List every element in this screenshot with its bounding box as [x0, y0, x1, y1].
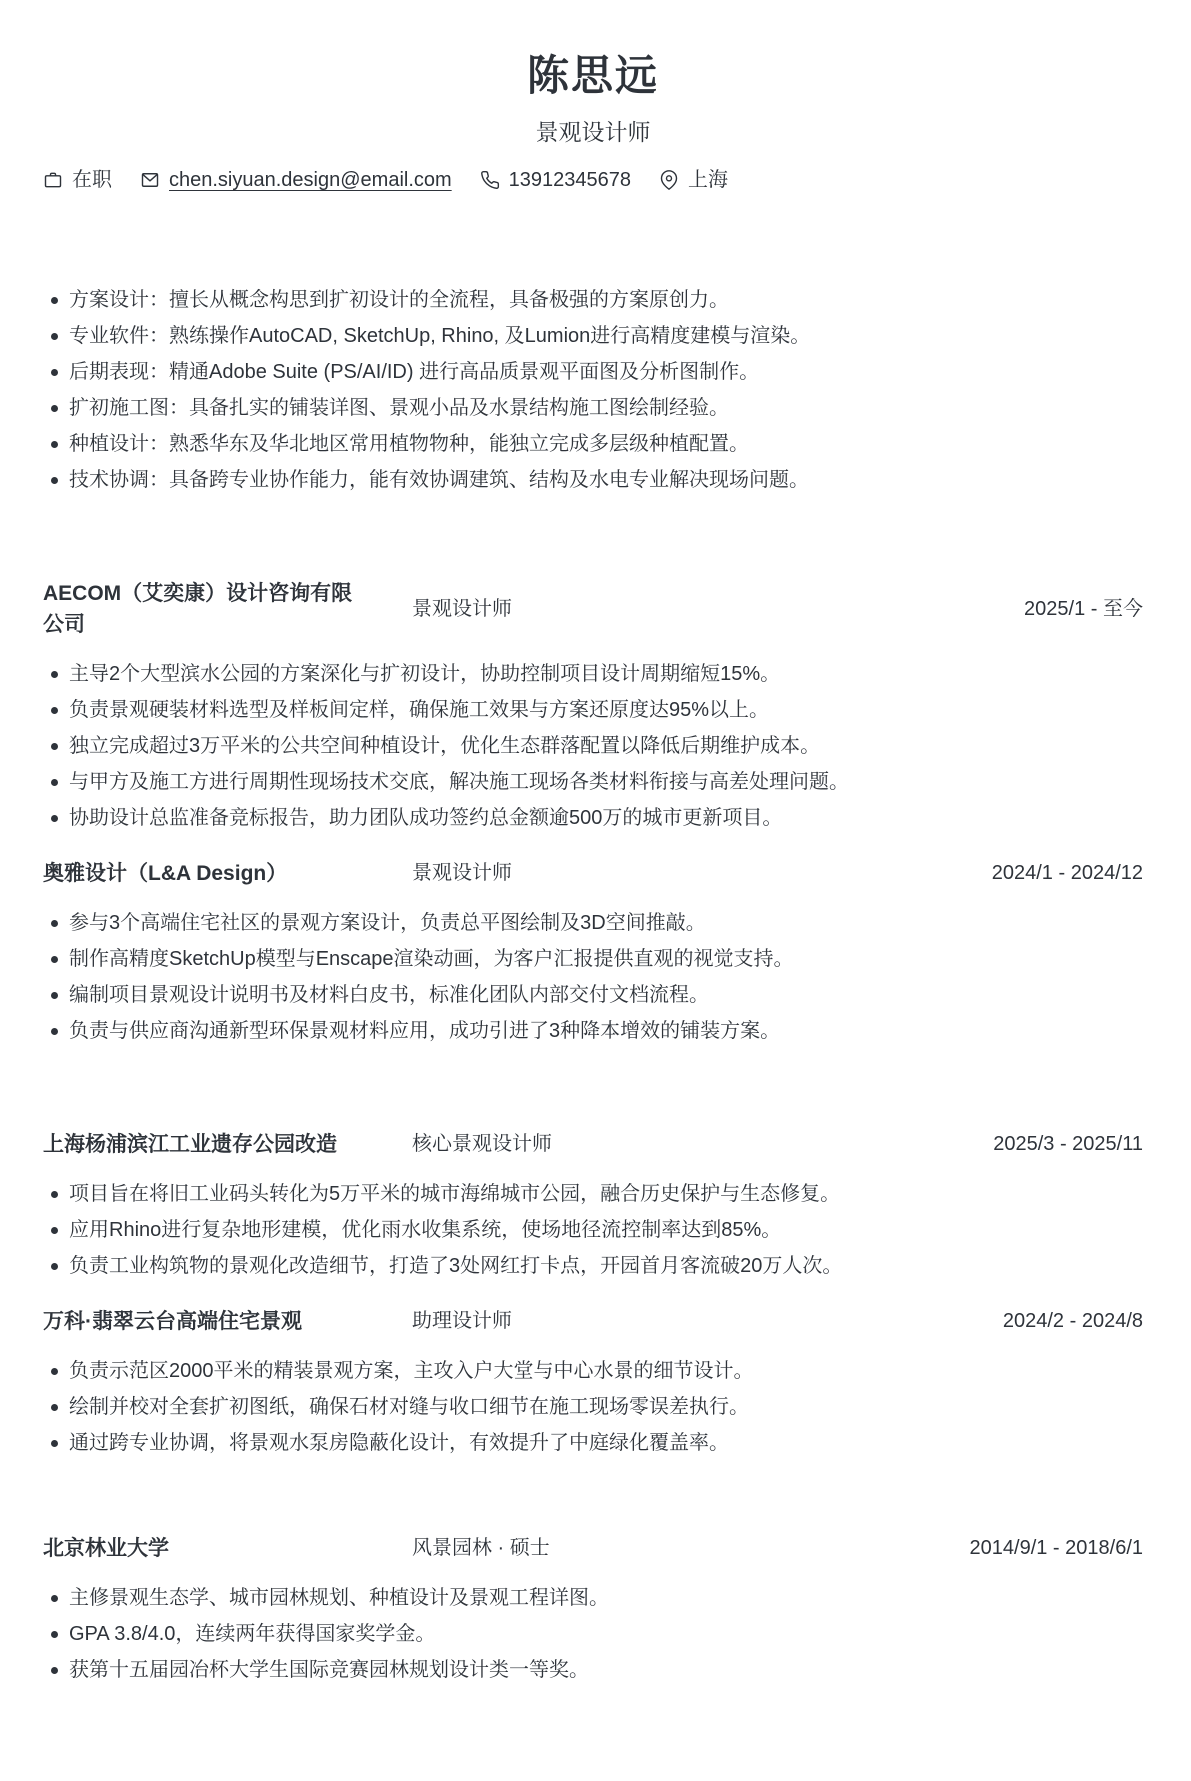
bullet-item: 扩初施工图：具备扎实的铺装详图、景观小品及水景结构施工图绘制经验。	[43, 390, 1143, 426]
date-range: 2025/1 - 至今	[1024, 597, 1143, 620]
project-name: 万科·翡翠云台高端住宅景观	[43, 1310, 302, 1333]
project-entry	[43, 1306, 1143, 1461]
company-name: AECOM（艾奕康）设计咨询有限公司	[43, 582, 353, 636]
entry-bullets	[43, 1353, 1143, 1461]
project-name: 上海杨浦滨江工业遗存公园改造	[43, 1133, 337, 1156]
projects-section	[43, 1129, 1143, 1461]
bullet-item: 获第十五届园冶杯大学生国际竞赛园林规划设计类一等奖。	[43, 1652, 1143, 1688]
contact-row	[43, 166, 1143, 194]
briefcase-icon	[43, 170, 63, 190]
bullet-item: 方案设计：擅长从概念构思到扩初设计的全流程，具备极强的方案原创力。	[43, 282, 1143, 318]
role-title: 助理设计师	[412, 1310, 512, 1332]
role-title: 景观设计师	[412, 597, 512, 620]
bullet-item: 通过跨专业协调，将景观水泵房隐蔽化设计，有效提升了中庭绿化覆盖率。	[43, 1425, 1143, 1461]
contact-location	[659, 166, 728, 194]
experience-section	[43, 578, 1143, 1049]
bullet-item: 制作高精度SketchUp模型与Enscape渲染动画，为客户汇报提供直观的视觉支持。	[43, 941, 1143, 977]
bullet-item: 专业软件：熟练操作AutoCAD, SketchUp, Rhino, 及Lumion进行高精度建模与渲染。	[43, 318, 1143, 354]
bullet-item: 与甲方及施工方进行周期性现场技术交底，解决施工现场各类材料衔接与高差处理问题。	[43, 764, 1143, 800]
location-label: 上海	[688, 169, 729, 191]
summary-section	[43, 282, 1143, 498]
date-range: 2024/2 - 2024/8	[1002, 1310, 1143, 1332]
bullet-item: 技术协调：具备跨专业协作能力，能有效协调建筑、结构及水电专业解决现场问题。	[43, 462, 1143, 498]
candidate-name: 陈思远	[526, 52, 659, 99]
bullet-item: 绘制并校对全套扩初图纸，确保石材对缝与收口细节在施工现场零误差执行。	[43, 1389, 1143, 1425]
entry-header	[43, 1306, 1143, 1337]
contact-email	[140, 166, 452, 194]
bullet-item: 协助设计总监准备竞标报告，助力团队成功签约总金额逾500万的城市更新项目。	[43, 800, 1143, 836]
company-name: 奥雅设计（L&A Design）	[43, 862, 288, 885]
date-range: 2014/9/1 - 2018/6/1	[969, 1537, 1143, 1559]
project-entry	[43, 1129, 1143, 1284]
bullet-item: 负责与供应商沟通新型环保景观材料应用，成功引进了3种降本增效的铺装方案。	[43, 1013, 1143, 1049]
phone-number: 13912345678	[508, 169, 632, 191]
employment-status-label: 在职	[72, 169, 112, 191]
entry-bullets	[43, 905, 1143, 1049]
entry-header	[43, 578, 1143, 640]
employment-status	[43, 166, 112, 194]
entry-bullets	[43, 656, 1143, 836]
mail-icon	[140, 170, 160, 190]
candidate-title: 景观设计师	[535, 119, 651, 145]
date-range: 2024/1 - 2024/12	[991, 862, 1143, 884]
experience-entry	[43, 858, 1143, 1049]
entry-header	[43, 858, 1143, 889]
entry-header	[43, 1533, 1143, 1564]
role-title: 核心景观设计师	[412, 1133, 552, 1155]
bullet-item: 应用Rhino进行复杂地形建模，优化雨水收集系统，使场地径流控制率达到85%。	[43, 1212, 1143, 1248]
experience-entry	[43, 578, 1143, 836]
bullet-item: GPA 3.8/4.0，连续两年获得国家奖学金。	[43, 1616, 1143, 1652]
bullet-item: 后期表现：精通Adobe Suite (PS/AI/ID) 进行高品质景观平面图及分析图制作。	[43, 354, 1143, 390]
contact-phone	[480, 166, 631, 194]
phone-icon	[480, 170, 500, 190]
bullet-item: 负责示范区2000平米的精装景观方案，主攻入户大堂与中心水景的细节设计。	[43, 1353, 1143, 1389]
education-section	[43, 1533, 1143, 1688]
education-entry	[43, 1533, 1143, 1688]
location-icon	[659, 170, 679, 190]
bullet-item: 独立完成超过3万平米的公共空间种植设计，优化生态群落配置以降低后期维护成本。	[43, 728, 1143, 764]
degree-title: 风景园林 · 硕士	[412, 1537, 550, 1559]
bullet-item: 负责景观硬装材料选型及样板间定样，确保施工效果与方案还原度达95%以上。	[43, 692, 1143, 728]
bullet-item: 负责工业构筑物的景观化改造细节，打造了3处网红打卡点，开园首月客流破20万人次。	[43, 1248, 1143, 1284]
entry-bullets	[43, 1176, 1143, 1284]
bullet-item: 编制项目景观设计说明书及材料白皮书，标准化团队内部交付文档流程。	[43, 977, 1143, 1013]
bullet-item: 主修景观生态学、城市园林规划、种植设计及景观工程详图。	[43, 1580, 1143, 1616]
summary-list	[43, 282, 1143, 498]
school-name: 北京林业大学	[43, 1537, 169, 1560]
entry-bullets	[43, 1580, 1143, 1688]
bullet-item: 项目旨在将旧工业码头转化为5万平米的城市海绵城市公园，融合历史保护与生态修复。	[43, 1176, 1143, 1212]
email-link[interactable]: chen.siyuan.design@email.com	[169, 169, 452, 191]
entry-header	[43, 1129, 1143, 1160]
date-range: 2025/3 - 2025/11	[993, 1133, 1143, 1155]
bullet-item: 种植设计：熟悉华东及华北地区常用植物物种，能独立完成多层级种植配置。	[43, 426, 1143, 462]
bullet-item: 参与3个高端住宅社区的景观方案设计，负责总平图绘制及3D空间推敲。	[43, 905, 1143, 941]
bullet-item: 主导2个大型滨水公园的方案深化与扩初设计，协助控制项目设计周期缩短15%。	[43, 656, 1143, 692]
role-title: 景观设计师	[412, 862, 512, 884]
